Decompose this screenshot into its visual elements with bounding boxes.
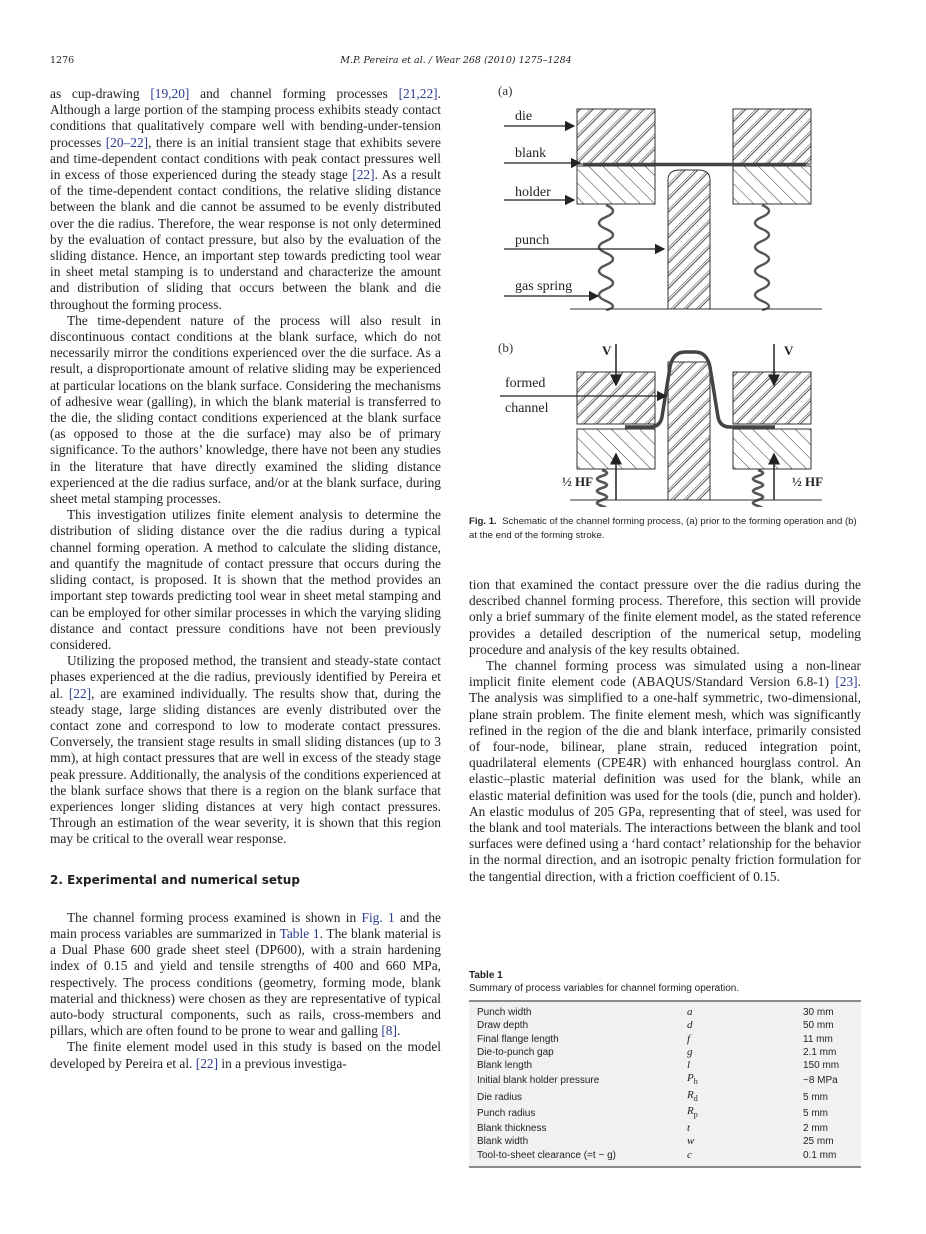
variable-value: 5 mm <box>803 1091 828 1103</box>
section-paragraphs <box>50 910 441 1072</box>
paragraph-text: , there is an initial transient stage that exhibits severe and time-dependent contact conditions with peak contact pressures well in excess of those experienced during the steady stage <box>50 134 441 183</box>
table-row <box>469 1046 861 1059</box>
force-label-left: ½ HF <box>562 474 594 489</box>
holder-right-b <box>733 429 811 469</box>
paragraph-text: , are examined individually. The results show that, during the steady stage, large sliding distances are evenly distributed over the contact zone and correspond to low to moderate contact pressures. Conversely, the transient stage results in small sliding distances (up to 3 mm), at high contact pressures that are well in excess of the steady stage peak pressure. Additionally, the analysis of the conditions experienced at the blank surface shows that there is a region on the blank surface that experiences longer sliding distances at very high contact pressures. Through an estimation of the wear severity, it is shown that this region may be critical to the overall wear response. <box>50 685 441 847</box>
variable-symbol: w <box>687 1135 695 1148</box>
table-row <box>469 1033 861 1046</box>
variable-value: 25 mm <box>803 1136 834 1148</box>
paragraph-text: as cup-drawing <box>50 86 151 101</box>
die-right-b <box>733 372 811 424</box>
citation-link[interactable]: [19,20] <box>150 86 190 101</box>
variable-value: 0.1 mm <box>803 1149 837 1161</box>
paragraph <box>50 910 441 1040</box>
gas-spring-left-b <box>597 470 607 507</box>
paragraph <box>469 658 861 885</box>
paragraph <box>50 1039 441 1071</box>
table-caption: Summary of process variables for channel forming operation. <box>469 983 740 994</box>
callout-channel: channel <box>505 401 549 416</box>
variable-name: Blank width <box>477 1136 529 1148</box>
paragraph-text: in a previous investiga- <box>218 1055 347 1071</box>
variable-name: Draw depth <box>477 1020 529 1032</box>
figure-caption <box>469 515 861 542</box>
variable-symbol: $R_p$ <box>687 1105 698 1120</box>
citation-link[interactable]: [8] <box>381 1023 397 1039</box>
running-head <box>50 55 862 71</box>
variable-value: 50 mm <box>803 1020 834 1032</box>
variable-name: Die-to-punch gap <box>477 1046 554 1058</box>
paragraph <box>50 507 441 653</box>
variable-name: Final flange length <box>477 1033 559 1045</box>
paragraph-text: The channel forming process was simulated using a non-linear implicit finite element code (ABAQUS/Standard Version 6.8-1) <box>469 658 861 690</box>
variable-value: 30 mm <box>803 1007 834 1018</box>
panel-a-label: (a) <box>498 83 513 98</box>
callout-blank: blank <box>515 146 547 161</box>
paragraph <box>469 577 861 658</box>
gas-spring-right-b <box>753 470 763 507</box>
variable-value: 2 mm <box>803 1122 828 1134</box>
velocity-label-right: V <box>784 343 794 358</box>
variable-name: Blank thickness <box>477 1122 547 1134</box>
figure-1 <box>490 82 870 507</box>
velocity-label-left: V <box>602 343 612 358</box>
variable-value: 5 mm <box>803 1108 828 1120</box>
paragraph-text: This investigation utilizes finite element analysis to determine the distribution of sliding distance over the die radius during a typical channel forming operation. A method to calculate the sliding distance, and quantify the magnitude of contact pressure that occurs during the sliding contact, is proposed. It is shown that the method provides an important step towards predicting tool wear in sheet metal stamping and can be employed for other similar processes in which the varying sliding distance and contact pressure conditions have not been previously considered. <box>50 507 441 652</box>
variable-value: 150 mm <box>803 1060 840 1072</box>
left-column <box>50 86 441 1072</box>
table-title: Table 1 <box>469 970 503 981</box>
variable-symbol: a <box>687 1006 693 1018</box>
channel-forming-schematic <box>490 82 870 507</box>
callout-formed: formed <box>505 376 546 391</box>
variable-name: Punch radius <box>477 1108 536 1120</box>
paragraph-text: and channel forming processes <box>189 86 399 101</box>
callout-holder: holder <box>515 185 551 200</box>
variable-name: Blank length <box>477 1060 533 1072</box>
paragraph-text: tion that examined the contact pressure over the die radius during the described channel forming process. Therefore, this section will provide only a brief summary of the finite element model, as the stated reference provides a detailed description of the numerical setup, modeling procedure and analysis of the key results obtained. <box>469 577 861 657</box>
paragraph-text: The channel forming process examined is shown in <box>67 909 362 925</box>
variable-symbol: d <box>687 1019 693 1032</box>
citation-link[interactable]: [22] <box>352 167 375 183</box>
citation-link[interactable]: [20–22] <box>105 134 149 150</box>
paragraph <box>50 313 441 507</box>
die-left <box>577 109 655 164</box>
table-row <box>469 1059 861 1072</box>
paragraph-text: and the main process variables are summarized in <box>50 909 441 941</box>
citation-link[interactable]: Fig. 1 <box>361 909 395 925</box>
table-1 <box>469 969 861 1168</box>
variable-value: ~8 MPa <box>803 1075 838 1087</box>
paragraph-text: . <box>396 1023 401 1039</box>
intro-paragraphs <box>50 86 441 848</box>
figure-caption-text: Schematic of the channel forming process, (a) prior to the forming operation and (b) at the end of the forming stroke. <box>469 516 857 541</box>
variable-symbol: $P_h$ <box>687 1072 698 1087</box>
table-row <box>469 1089 861 1105</box>
process-variables-table <box>469 1000 861 1168</box>
table-row <box>469 1122 861 1135</box>
citation-link[interactable]: [23] <box>835 674 858 690</box>
holder-left <box>577 166 655 204</box>
paragraph-text: . As a result of the time-dependent contact conditions, the relative sliding distance between the blank and die cannot be assumed to be evenly distributed over the die radius. Therefore, the wear response is not only determined by the evaluation of contact pressure, but also by the evaluation of the sliding distance. Hence, an important step towards predicting tool wear in sheet metal stamping is to understand and characterize the amount and distribution of sliding that occurs between the blank and die throughout the forming process. <box>50 167 441 312</box>
variable-symbol: $R_d$ <box>687 1088 698 1104</box>
force-label-right: ½ HF <box>792 474 824 489</box>
paragraph-text: . The analysis was simplified to a one-half symmetric, two-dimensional, plane strain problem. The finite element mesh, which was significantly refined in the region of the die and blank interface, primarily consisted of four-node, bilinear, plane strain, reduced integration point, quadrilateral elements (CPE4R) with enhanced hourglass control. An elastic–plastic material definition was used for the blank, while an elastic material definition was used for the tools (die, punch and holder). An elastic modulus of 205 GPa, representing that of steel, was used for the blank and tool materials. The interactions between the blank and tool surfaces were defined using a ‘hard contact’ relationship for the behavior in the normal direction, and an isotropic penalty friction formulation for the tangential direction, with a friction coefficient of 0.15. <box>469 674 861 884</box>
citation-link[interactable]: [22] <box>195 1055 219 1071</box>
gas-spring-right <box>755 205 769 310</box>
table-row <box>469 1019 861 1032</box>
panel-b-label: (b) <box>498 340 514 355</box>
variable-symbol: f <box>687 1032 691 1045</box>
journal-reference: M.P. Pereira et al. / Wear 268 (2010) 1275–1284 <box>340 55 572 66</box>
page-number: 1276 <box>50 55 75 66</box>
callout-punch: punch <box>515 233 550 248</box>
punch <box>668 170 710 309</box>
right-paragraphs <box>469 577 861 885</box>
variable-symbol: l <box>687 1059 691 1072</box>
table-row <box>469 1105 861 1121</box>
citation-link[interactable]: Table 1 <box>279 925 320 941</box>
holder-right <box>733 166 811 204</box>
callout-gas-spring: gas spring <box>515 279 573 294</box>
paragraph-text: . The blank material is a Dual Phase 600 grade sheet steel (DP600), with a strain hardening index of 0.15 and yield and tensile strengths of 400 and 660 MPa, respectively. The process conditions (geometry, forming mode, blank material and thickness) were chosen as they are representative of typical auto-body structural components, such as rails, cross-members and pillars, which are often found to be prone to wear and galling <box>50 925 441 1039</box>
section-heading: 2. Experimental and numerical setup <box>50 872 300 887</box>
paragraph-text: The finite element model used in this study is based on the model developed by Pereira et al. <box>50 1039 441 1071</box>
figure-caption-label: Fig. 1. <box>469 516 497 527</box>
citation-link[interactable]: [21,22] <box>398 86 438 101</box>
paragraph <box>50 653 441 847</box>
variable-name: Die radius <box>477 1091 523 1103</box>
table-row <box>469 1135 861 1148</box>
variable-name: Initial blank holder pressure <box>477 1075 600 1087</box>
gas-spring-left <box>599 205 613 310</box>
variable-name: Punch width <box>477 1007 532 1018</box>
variable-name: Tool-to-sheet clearance (=t − g) <box>477 1149 616 1161</box>
die-right <box>733 109 811 164</box>
citation-link[interactable]: [22] <box>68 685 92 701</box>
paragraph-text: Utilizing the proposed method, the transient and steady-state contact phases experienced at the die radius, previously identified by Pereira et al. <box>50 653 441 701</box>
table-row <box>469 1072 861 1088</box>
variable-symbol: t <box>687 1121 691 1134</box>
punch-b <box>668 362 710 500</box>
right-column <box>469 577 861 885</box>
callout-die: die <box>515 109 533 124</box>
variable-value: 2.1 mm <box>803 1046 837 1058</box>
variable-value: 11 mm <box>803 1033 833 1045</box>
variable-symbol: g <box>687 1045 693 1058</box>
table-row <box>469 1001 861 1019</box>
paragraph <box>50 86 441 313</box>
variable-symbol: c <box>687 1148 692 1161</box>
paragraph-text: The time-dependent nature of the process will also result in discontinuous contact conditions at the blank surface, which do not necessarily mirror the conditions experienced over the die surface. As a result, a disproportionate amount of relative sliding may be experienced at particular locations on the blank surface. Considering the mechanisms of adhesive wear (galling), in which the blank material is transferred to the die, the sliding contact conditions experienced at the blank surface (as opposed to those at the die surface) may also be of primary significance. To the authors’ knowledge, there have not been any studies in the literature that have directly examined the sliding distance experienced at the die radius surface, and/or at the blank surface, during sheet metal stamping processes. <box>50 312 441 507</box>
table-row <box>469 1149 861 1167</box>
paragraph-text: . Although a large portion of the stamping process exhibits steady contact conditions that qualitatively compare well with bending-under-tension processes <box>50 86 441 150</box>
